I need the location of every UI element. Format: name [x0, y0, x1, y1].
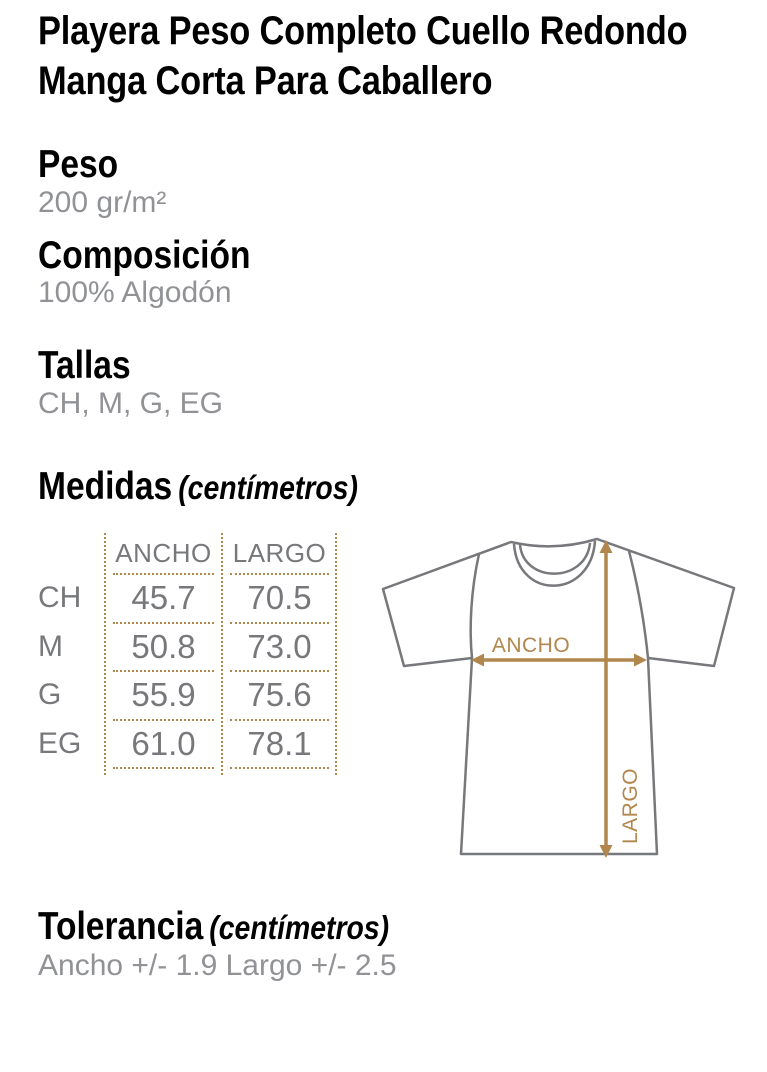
- peso-value: 200 gr/m²: [38, 186, 167, 219]
- ancho-arrow-label: ANCHO: [491, 634, 571, 657]
- cell-m-largo: 73.0: [222, 623, 337, 672]
- composicion-value: 100% Algodón: [38, 276, 232, 309]
- tshirt-diagram: [370, 520, 750, 870]
- col-header-largo: LARGO: [222, 533, 337, 574]
- cell-eg-largo: 78.1: [222, 720, 337, 769]
- cell-m-ancho: 50.8: [105, 623, 222, 672]
- tallas-heading: Tallas: [38, 344, 131, 387]
- row-label-g: G: [38, 678, 62, 712]
- product-title-line1: Playera Peso Completo Cuello Redondo: [38, 9, 688, 53]
- cell-g-largo: 75.6: [222, 671, 337, 720]
- product-title-line2: Manga Corta Para Caballero: [38, 59, 493, 103]
- tolerancia-unit-note: (centímetros): [209, 909, 390, 946]
- row-label-m: M: [38, 629, 63, 663]
- medidas-heading-label: Medidas: [38, 465, 173, 508]
- composicion-heading: Composición: [38, 234, 251, 277]
- tolerancia-heading: [38, 905, 389, 950]
- product-title: [38, 6, 687, 106]
- cell-g-ancho: 55.9: [105, 671, 222, 720]
- row-label-eg: EG: [38, 726, 82, 760]
- size-table: [38, 533, 337, 775]
- tolerancia-value: Ancho +/- 1.9 Largo +/- 2.5: [38, 949, 397, 982]
- tolerancia-heading-label: Tolerancia: [38, 905, 204, 948]
- table-corner-cell: [38, 533, 105, 574]
- cell-ch-largo: 70.5: [222, 574, 337, 623]
- col-header-ancho: ANCHO: [105, 533, 222, 574]
- peso-heading: Peso: [38, 143, 119, 186]
- tallas-value: CH, M, G, EG: [38, 387, 224, 420]
- size-table-grid: [38, 533, 337, 768]
- medidas-unit-note: (centímetros): [178, 469, 359, 506]
- largo-arrow-label: LARGO: [619, 767, 642, 845]
- cell-eg-ancho: 61.0: [105, 720, 222, 769]
- medidas-heading: [38, 465, 358, 510]
- cell-ch-ancho: 45.7: [105, 574, 222, 623]
- row-label-ch: CH: [38, 581, 82, 615]
